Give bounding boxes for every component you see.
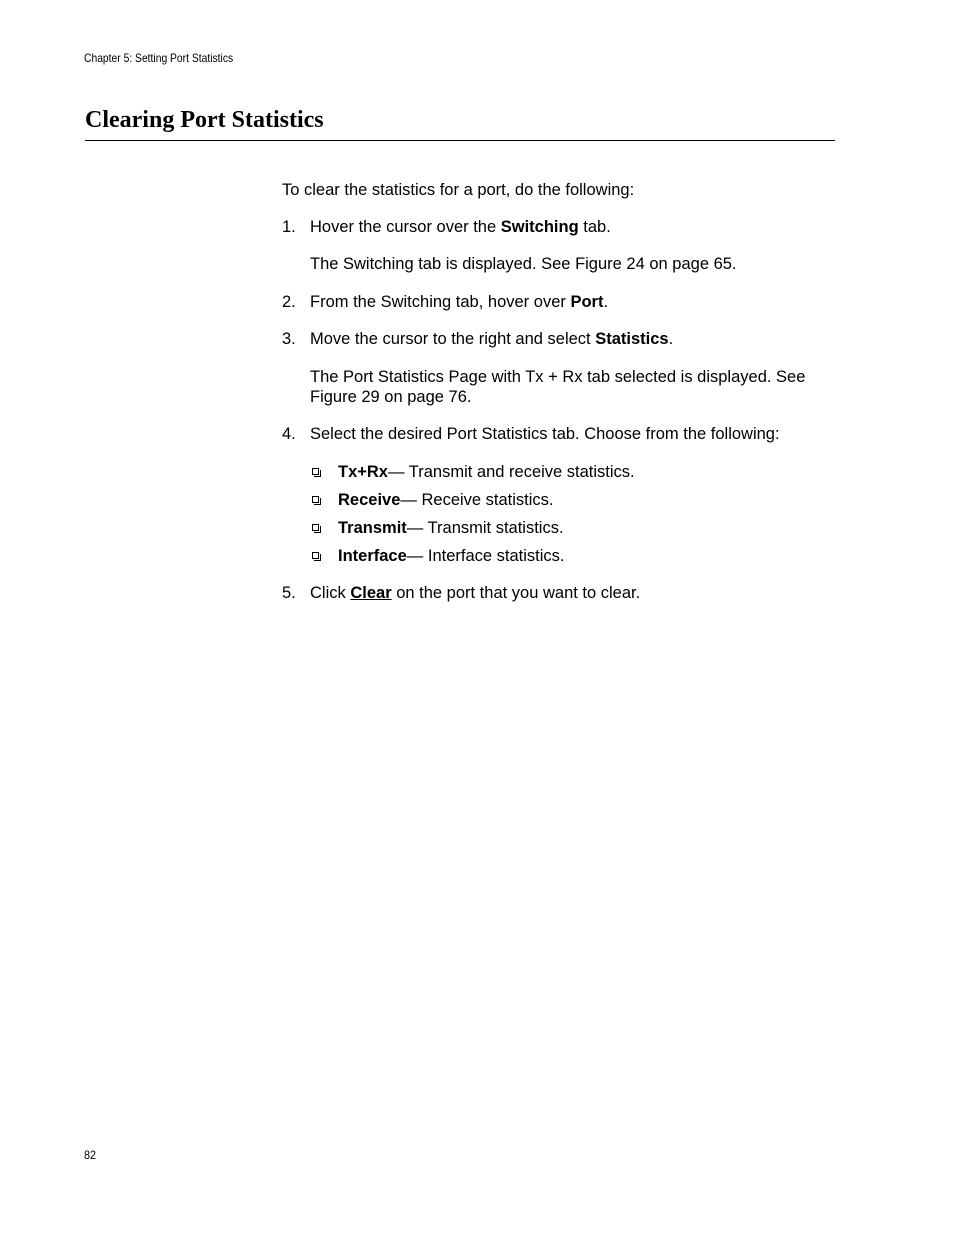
step-3-note: The Port Statistics Page with Tx + Rx tab selected is displayed. See Figure 29 on page 76. [310, 368, 806, 406]
square-bullet-icon [312, 468, 319, 475]
step-number: 1. [282, 218, 296, 236]
square-bullet-icon [312, 552, 319, 559]
section-title: Clearing Port Statistics [85, 107, 324, 133]
title-rule [85, 140, 835, 141]
step-1-note: The Switching tab is displayed. See Figure 24 on page 65. [310, 255, 737, 273]
step-number: 3. [282, 330, 296, 348]
step-text: From the Switching tab, hover over Port. [310, 293, 609, 311]
square-bullet-icon [312, 496, 319, 503]
step-text: Move the cursor to the right and select Statistics. [310, 330, 674, 348]
intro-paragraph: To clear the statistics for a port, do the following: [282, 181, 635, 199]
step-text: Click Clear on the port that you want to clear. [310, 584, 641, 602]
clear-link: Clear [350, 584, 392, 602]
ui-term-port: Port [570, 293, 604, 311]
step-number: 5. [282, 584, 296, 602]
page-number: 82 [84, 1148, 97, 1162]
ui-term-switching: Switching [500, 218, 579, 236]
step-text: Select the desired Port Statistics tab. Choose from the following: [310, 425, 780, 443]
square-bullet-icon [312, 524, 319, 531]
step-number: 4. [282, 425, 296, 443]
step-number: 2. [282, 293, 296, 311]
ui-term-statistics: Statistics [595, 330, 669, 348]
step-text: Hover the cursor over the Switching tab. [310, 218, 611, 236]
running-header: Chapter 5: Setting Port Statistics [84, 51, 234, 65]
